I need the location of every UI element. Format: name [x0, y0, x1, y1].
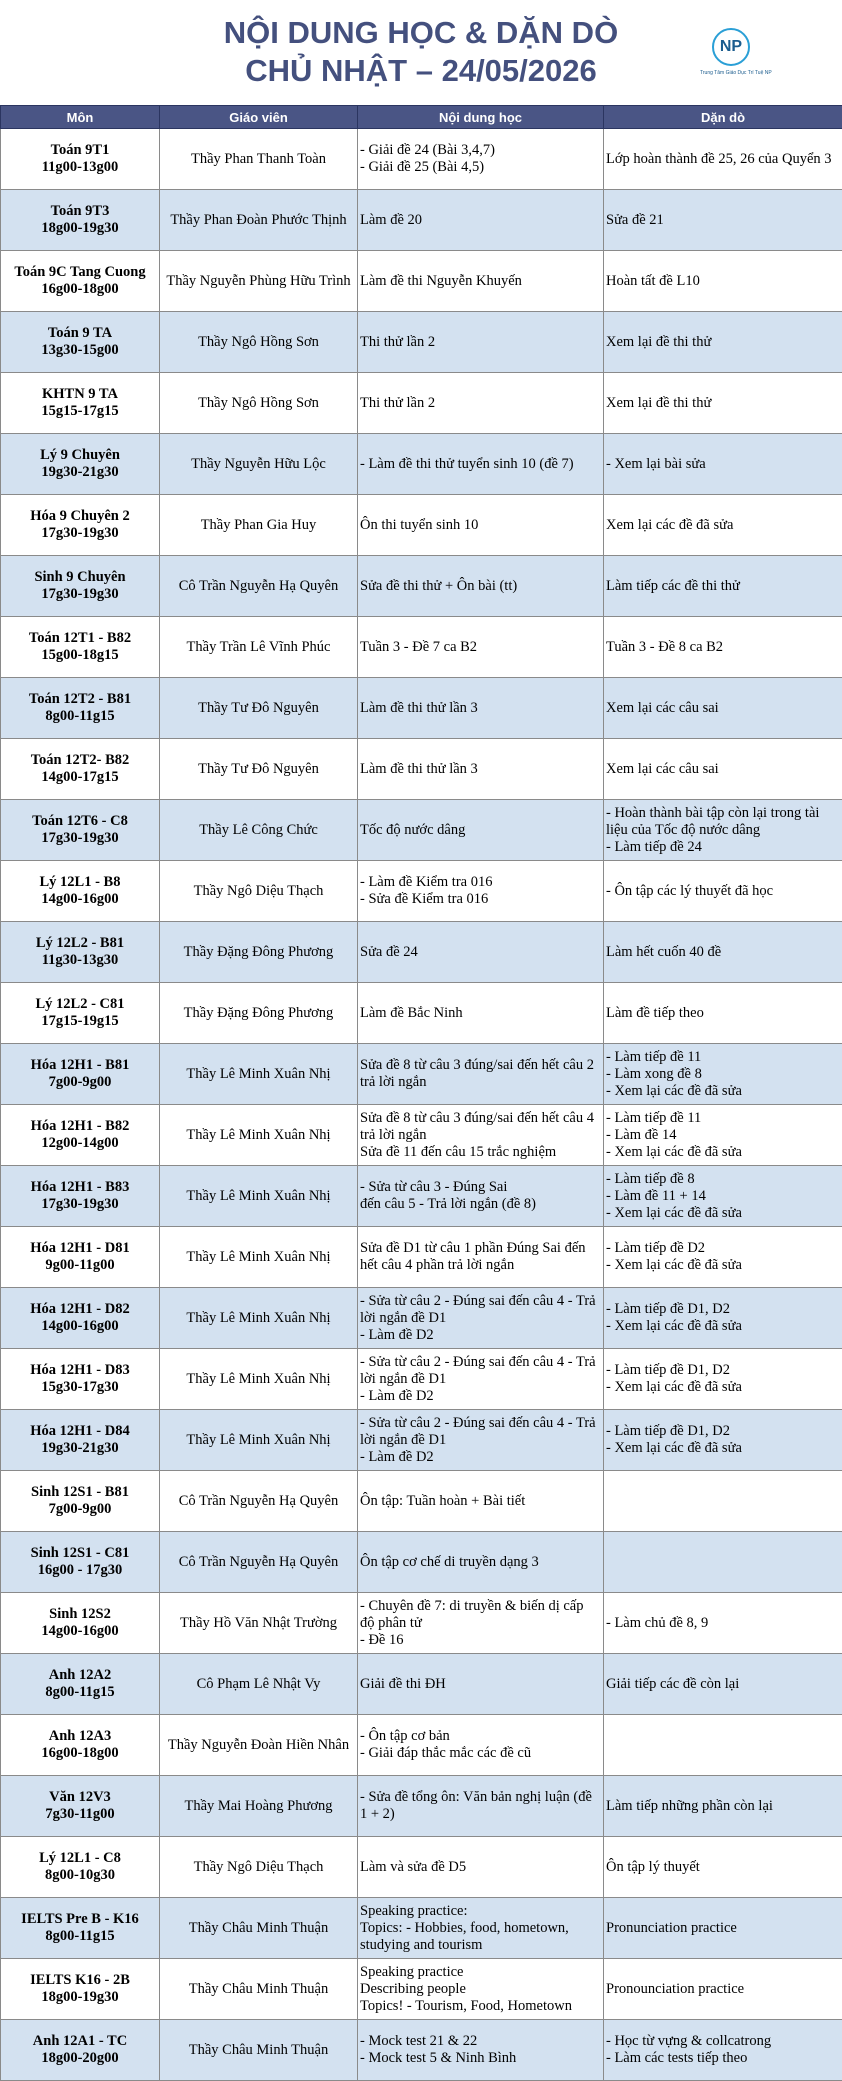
table-row — [1, 1166, 842, 1227]
cell-dan-do: Làm hết cuốn 40 đề — [604, 922, 842, 983]
table-row — [1, 251, 842, 312]
cell-noi-dung: Thi thử lần 2 — [358, 312, 604, 373]
table-row — [1, 556, 842, 617]
cell-dan-do: - Làm tiếp đề D1, D2 - Xem lại các đề đã sửa — [604, 1410, 842, 1471]
class-time: 17g30-19g30 — [2, 830, 158, 847]
class-name: Anh 12A1 - TC — [2, 2033, 158, 2050]
table-row — [1, 1349, 842, 1410]
table-row — [1, 983, 842, 1044]
cell-mon — [1, 1227, 160, 1288]
class-time: 17g30-19g30 — [2, 586, 158, 603]
cell-dan-do: Xem lại đề thi thử — [604, 312, 842, 373]
cell-giao-vien: Thầy Châu Minh Thuận — [160, 2020, 358, 2081]
class-time: 14g00-16g00 — [2, 891, 158, 908]
cell-giao-vien: Thầy Nguyễn Phùng Hữu Trình — [160, 251, 358, 312]
cell-dan-do: Xem lại các câu sai — [604, 739, 842, 800]
cell-giao-vien: Thầy Hồ Văn Nhật Trường — [160, 1593, 358, 1654]
cell-giao-vien: Thầy Phan Gia Huy — [160, 495, 358, 556]
class-name: Hóa 12H1 - D83 — [2, 1362, 158, 1379]
cell-dan-do: - Ôn tập các lý thuyết đã học — [604, 861, 842, 922]
cell-mon — [1, 373, 160, 434]
class-time: 14g00-17g15 — [2, 769, 158, 786]
table-row — [1, 495, 842, 556]
class-time: 7g00-9g00 — [2, 1501, 158, 1518]
cell-noi-dung: - Sửa từ câu 2 - Đúng sai đến câu 4 - Trả lời ngắn đề D1 - Làm đề D2 — [358, 1288, 604, 1349]
class-time: 9g00-11g00 — [2, 1257, 158, 1274]
cell-mon — [1, 800, 160, 861]
class-name: Toán 9T1 — [2, 142, 158, 159]
cell-noi-dung: Làm và sửa đề D5 — [358, 1837, 604, 1898]
cell-noi-dung: - Sửa từ câu 3 - Đúng Sai đến câu 5 - Trả lời ngắn (đề 8) — [358, 1166, 604, 1227]
cell-giao-vien: Thầy Đặng Đông Phương — [160, 983, 358, 1044]
table-row — [1, 312, 842, 373]
cell-dan-do: - Làm tiếp đề D1, D2 - Xem lại các đề đã sửa — [604, 1349, 842, 1410]
cell-mon — [1, 1471, 160, 1532]
class-name: Lý 12L2 - B81 — [2, 935, 158, 952]
cell-noi-dung: Sửa đề 24 — [358, 922, 604, 983]
cell-dan-do: Pronunciation practice — [604, 1898, 842, 1959]
cell-giao-vien: Cô Trần Nguyễn Hạ Quyên — [160, 1471, 358, 1532]
cell-giao-vien: Thầy Lê Minh Xuân Nhị — [160, 1227, 358, 1288]
class-time: 7g00-9g00 — [2, 1074, 158, 1091]
cell-mon — [1, 739, 160, 800]
cell-noi-dung: Tuần 3 - Đề 7 ca B2 — [358, 617, 604, 678]
class-time: 16g00-18g00 — [2, 1745, 158, 1762]
cell-noi-dung: - Sửa từ câu 2 - Đúng sai đến câu 4 - Trả lời ngắn đề D1 - Làm đề D2 — [358, 1349, 604, 1410]
class-time: 8g00-11g15 — [2, 1684, 158, 1701]
class-time: 16g00-18g00 — [2, 281, 158, 298]
cell-noi-dung: Làm đề thi Nguyễn Khuyến — [358, 251, 604, 312]
class-name: Sinh 12S1 - B81 — [2, 1484, 158, 1501]
cell-giao-vien: Thầy Lê Minh Xuân Nhị — [160, 1410, 358, 1471]
cell-mon — [1, 1044, 160, 1105]
class-time: 15g00-18g15 — [2, 647, 158, 664]
class-time: 18g00-19g30 — [2, 1989, 158, 2006]
cell-dan-do: Xem lại các đề đã sửa — [604, 495, 842, 556]
cell-mon — [1, 190, 160, 251]
table-row — [1, 1044, 842, 1105]
cell-dan-do: Ôn tập lý thuyết — [604, 1837, 842, 1898]
class-name: Lý 12L1 - B8 — [2, 874, 158, 891]
table-row — [1, 617, 842, 678]
class-name: Hóa 12H1 - B83 — [2, 1179, 158, 1196]
cell-noi-dung: - Sửa đề tổng ôn: Văn bản nghị luận (đề 1 + 2) — [358, 1776, 604, 1837]
class-name: Sinh 9 Chuyên — [2, 569, 158, 586]
class-name: Toán 12T2- B82 — [2, 752, 158, 769]
cell-dan-do: Làm tiếp những phần còn lại — [604, 1776, 842, 1837]
table-row — [1, 1654, 842, 1715]
cell-noi-dung: - Giải đề 24 (Bài 3,4,7) - Giải đề 25 (Bài 4,5) — [358, 129, 604, 190]
class-name: Toán 12T6 - C8 — [2, 813, 158, 830]
class-name: Lý 9 Chuyên — [2, 447, 158, 464]
class-name: Hóa 12H1 - D84 — [2, 1423, 158, 1440]
cell-dan-do: - Làm tiếp đề D2 - Xem lại các đề đã sửa — [604, 1227, 842, 1288]
table-row — [1, 861, 842, 922]
center-logo — [700, 28, 760, 86]
cell-noi-dung: Ôn thi tuyển sinh 10 — [358, 495, 604, 556]
class-time: 11g30-13g30 — [2, 952, 158, 969]
table-row — [1, 1837, 842, 1898]
class-name: Hóa 12H1 - D82 — [2, 1301, 158, 1318]
column-header-mon: Môn — [1, 106, 160, 129]
table-row — [1, 1227, 842, 1288]
cell-noi-dung: Làm đề thi thử lần 3 — [358, 678, 604, 739]
cell-dan-do: Sửa đề 21 — [604, 190, 842, 251]
cell-giao-vien: Thầy Phan Đoàn Phước Thịnh — [160, 190, 358, 251]
cell-giao-vien: Cô Phạm Lê Nhật Vy — [160, 1654, 358, 1715]
cell-mon — [1, 1837, 160, 1898]
class-name: Hóa 9 Chuyên 2 — [2, 508, 158, 525]
class-name: Toán 9 TA — [2, 325, 158, 342]
cell-giao-vien: Thầy Đặng Đông Phương — [160, 922, 358, 983]
class-name: Hóa 12H1 - B82 — [2, 1118, 158, 1135]
cell-mon — [1, 1776, 160, 1837]
cell-giao-vien: Thầy Lê Minh Xuân Nhị — [160, 1349, 358, 1410]
cell-mon — [1, 983, 160, 1044]
class-name: Lý 12L2 - C81 — [2, 996, 158, 1013]
class-time: 18g00-20g00 — [2, 2050, 158, 2067]
cell-mon — [1, 1959, 160, 2020]
cell-giao-vien: Thầy Mai Hoàng Phương — [160, 1776, 358, 1837]
column-header-giao-vien: Giáo viên — [160, 106, 358, 129]
cell-mon — [1, 434, 160, 495]
cell-dan-do: Giải tiếp các đề còn lại — [604, 1654, 842, 1715]
cell-mon — [1, 2020, 160, 2081]
class-time: 7g30-11g00 — [2, 1806, 158, 1823]
cell-dan-do: Làm tiếp các đề thi thử — [604, 556, 842, 617]
cell-giao-vien: Thầy Trần Lê Vĩnh Phúc — [160, 617, 358, 678]
cell-giao-vien: Thầy Lê Minh Xuân Nhị — [160, 1105, 358, 1166]
cell-noi-dung: Ôn tập: Tuần hoàn + Bài tiết — [358, 1471, 604, 1532]
cell-noi-dung: Sửa đề D1 từ câu 1 phần Đúng Sai đến hết câu 4 phần trả lời ngắn — [358, 1227, 604, 1288]
cell-dan-do — [604, 1715, 842, 1776]
class-name: Toán 12T2 - B81 — [2, 691, 158, 708]
class-time: 16g00 - 17g30 — [2, 1562, 158, 1579]
cell-mon — [1, 129, 160, 190]
cell-noi-dung: Sửa đề thi thử + Ôn bài (tt) — [358, 556, 604, 617]
cell-mon — [1, 1288, 160, 1349]
table-row — [1, 434, 842, 495]
table-row — [1, 190, 842, 251]
table-row — [1, 2020, 842, 2081]
class-time: 18g00-19g30 — [2, 220, 158, 237]
cell-dan-do: - Xem lại bài sửa — [604, 434, 842, 495]
class-name: KHTN 9 TA — [2, 386, 158, 403]
cell-noi-dung: Làm đề 20 — [358, 190, 604, 251]
table-row — [1, 1715, 842, 1776]
table-row — [1, 1593, 842, 1654]
class-time: 19g30-21g30 — [2, 464, 158, 481]
cell-dan-do: - Hoàn thành bài tập còn lại trong tài liệu của Tốc độ nước dâng - Làm tiếp đề 24 — [604, 800, 842, 861]
table-row — [1, 373, 842, 434]
cell-giao-vien: Thầy Ngô Hồng Sơn — [160, 312, 358, 373]
table-row — [1, 678, 842, 739]
class-time: 11g00-13g00 — [2, 159, 158, 176]
cell-giao-vien: Thầy Lê Minh Xuân Nhị — [160, 1166, 358, 1227]
cell-mon — [1, 1105, 160, 1166]
cell-mon — [1, 312, 160, 373]
class-name: Hóa 12H1 - B81 — [2, 1057, 158, 1074]
table-row — [1, 1410, 842, 1471]
cell-noi-dung: - Làm đề thi thử tuyển sinh 10 (đề 7) — [358, 434, 604, 495]
cell-dan-do: Lớp hoàn thành đề 25, 26 của Quyển 3 — [604, 129, 842, 190]
table-row — [1, 1776, 842, 1837]
cell-noi-dung: Speaking practice Describing people Topics! - Tourism, Food, Hometown — [358, 1959, 604, 2020]
cell-giao-vien: Thầy Phan Thanh Toàn — [160, 129, 358, 190]
class-name: Toán 9T3 — [2, 203, 158, 220]
table-row — [1, 1532, 842, 1593]
cell-dan-do: Hoàn tất đề L10 — [604, 251, 842, 312]
cell-noi-dung: Ôn tập cơ chế di truyền dạng 3 — [358, 1532, 604, 1593]
table-header-row — [1, 106, 842, 129]
cell-giao-vien: Thầy Châu Minh Thuận — [160, 1959, 358, 2020]
class-time: 17g30-19g30 — [2, 1196, 158, 1213]
logo-mark: NP — [712, 28, 750, 66]
cell-dan-do: - Làm chủ đề 8, 9 — [604, 1593, 842, 1654]
class-name: Văn 12V3 — [2, 1789, 158, 1806]
class-name: IELTS Pre B - K16 — [2, 1911, 158, 1928]
class-time: 17g30-19g30 — [2, 525, 158, 542]
cell-noi-dung: Giải đề thi ĐH — [358, 1654, 604, 1715]
cell-noi-dung: Tốc độ nước dâng — [358, 800, 604, 861]
cell-noi-dung: - Ôn tập cơ bản - Giải đáp thắc mắc các đề cũ — [358, 1715, 604, 1776]
cell-noi-dung: - Mock test 21 & 22 - Mock test 5 & Ninh Bình — [358, 2020, 604, 2081]
logo-caption: Trung Tâm Giáo Dục Trí Tuệ NP — [700, 70, 760, 76]
cell-noi-dung: Làm đề Bắc Ninh — [358, 983, 604, 1044]
table-row — [1, 800, 842, 861]
cell-dan-do — [604, 1532, 842, 1593]
cell-mon — [1, 861, 160, 922]
cell-mon — [1, 495, 160, 556]
table-row — [1, 922, 842, 983]
cell-mon — [1, 1349, 160, 1410]
cell-mon — [1, 556, 160, 617]
cell-mon — [1, 1654, 160, 1715]
cell-dan-do: Xem lại các câu sai — [604, 678, 842, 739]
table-row — [1, 1959, 842, 2020]
cell-giao-vien: Thầy Ngô Diệu Thạch — [160, 861, 358, 922]
cell-noi-dung: Sửa đề 8 từ câu 3 đúng/sai đến hết câu 4 trả lời ngắn Sửa đề 11 đến câu 15 trắc nghiệm — [358, 1105, 604, 1166]
class-time: 8g00-11g15 — [2, 1928, 158, 1945]
cell-mon — [1, 251, 160, 312]
cell-noi-dung: Sửa đề 8 từ câu 3 đúng/sai đến hết câu 2 trả lời ngắn — [358, 1044, 604, 1105]
table-row — [1, 739, 842, 800]
cell-mon — [1, 1715, 160, 1776]
cell-noi-dung: - Làm đề Kiểm tra 016 - Sửa đề Kiểm tra 016 — [358, 861, 604, 922]
cell-dan-do: - Làm tiếp đề 11 - Làm đề 14 - Xem lại các đề đã sửa — [604, 1105, 842, 1166]
class-time: 13g30-15g00 — [2, 342, 158, 359]
class-name: Anh 12A3 — [2, 1728, 158, 1745]
class-name: Anh 12A2 — [2, 1667, 158, 1684]
cell-dan-do: Tuần 3 - Đề 8 ca B2 — [604, 617, 842, 678]
cell-noi-dung: Thi thử lần 2 — [358, 373, 604, 434]
column-header-noi-dung: Nội dung học — [358, 106, 604, 129]
page-title: NỘI DUNG HỌC & DẶN DÒ — [0, 14, 842, 52]
table-row — [1, 1898, 842, 1959]
cell-dan-do: - Làm tiếp đề 8 - Làm đề 11 + 14 - Xem lại các đề đã sửa — [604, 1166, 842, 1227]
cell-giao-vien: Thầy Tư Đô Nguyên — [160, 678, 358, 739]
table-row — [1, 129, 842, 190]
cell-noi-dung: - Sửa từ câu 2 - Đúng sai đến câu 4 - Trả lời ngắn đề D1 - Làm đề D2 — [358, 1410, 604, 1471]
column-header-dan-do: Dặn dò — [604, 106, 842, 129]
cell-dan-do: - Làm tiếp đề D1, D2 - Xem lại các đề đã sửa — [604, 1288, 842, 1349]
cell-giao-vien: Thầy Nguyễn Hữu Lộc — [160, 434, 358, 495]
class-time: 14g00-16g00 — [2, 1623, 158, 1640]
cell-dan-do: Làm đề tiếp theo — [604, 983, 842, 1044]
schedule-table — [0, 105, 842, 2081]
cell-mon — [1, 1898, 160, 1959]
page-header — [0, 0, 842, 105]
class-time: 8g00-11g15 — [2, 708, 158, 725]
cell-giao-vien: Cô Trần Nguyễn Hạ Quyên — [160, 556, 358, 617]
class-time: 8g00-10g30 — [2, 1867, 158, 1884]
cell-noi-dung: - Chuyên đề 7: di truyền & biến dị cấp độ phân tử - Đề 16 — [358, 1593, 604, 1654]
cell-giao-vien: Thầy Lê Công Chức — [160, 800, 358, 861]
class-name: Toán 12T1 - B82 — [2, 630, 158, 647]
class-name: Sinh 12S2 — [2, 1606, 158, 1623]
cell-noi-dung: Speaking practice: Topics: - Hobbies, food, hometown, studying and tourism — [358, 1898, 604, 1959]
class-time: 15g30-17g30 — [2, 1379, 158, 1396]
table-row — [1, 1471, 842, 1532]
cell-dan-do: - Học từ vựng & collcatrong - Làm các tests tiếp theo — [604, 2020, 842, 2081]
cell-giao-vien: Thầy Lê Minh Xuân Nhị — [160, 1044, 358, 1105]
cell-dan-do — [604, 1471, 842, 1532]
cell-mon — [1, 1593, 160, 1654]
cell-mon — [1, 678, 160, 739]
table-row — [1, 1288, 842, 1349]
cell-giao-vien: Thầy Châu Minh Thuận — [160, 1898, 358, 1959]
cell-noi-dung: Làm đề thi thử lần 3 — [358, 739, 604, 800]
cell-dan-do: Pronounciation practice — [604, 1959, 842, 2020]
class-name: Lý 12L1 - C8 — [2, 1850, 158, 1867]
cell-giao-vien: Cô Trần Nguyễn Hạ Quyên — [160, 1532, 358, 1593]
class-name: IELTS K16 - 2B — [2, 1972, 158, 1989]
cell-giao-vien: Thầy Ngô Hồng Sơn — [160, 373, 358, 434]
class-name: Toán 9C Tang Cuong — [2, 264, 158, 281]
table-row — [1, 1105, 842, 1166]
class-time: 12g00-14g00 — [2, 1135, 158, 1152]
class-time: 17g15-19g15 — [2, 1013, 158, 1030]
cell-giao-vien: Thầy Lê Minh Xuân Nhị — [160, 1288, 358, 1349]
cell-giao-vien: Thầy Nguyễn Đoàn Hiền Nhân — [160, 1715, 358, 1776]
cell-dan-do: - Làm tiếp đề 11 - Làm xong đề 8 - Xem lại các đề đã sửa — [604, 1044, 842, 1105]
class-time: 14g00-16g00 — [2, 1318, 158, 1335]
cell-mon — [1, 1166, 160, 1227]
class-name: Sinh 12S1 - C81 — [2, 1545, 158, 1562]
cell-mon — [1, 1410, 160, 1471]
cell-giao-vien: Thầy Ngô Diệu Thạch — [160, 1837, 358, 1898]
cell-giao-vien: Thầy Tư Đô Nguyên — [160, 739, 358, 800]
cell-mon — [1, 1532, 160, 1593]
class-time: 19g30-21g30 — [2, 1440, 158, 1457]
page-subtitle-date: CHỦ NHẬT – 24/05/2026 — [0, 52, 842, 90]
cell-mon — [1, 922, 160, 983]
class-name: Hóa 12H1 - D81 — [2, 1240, 158, 1257]
cell-mon — [1, 617, 160, 678]
cell-dan-do: Xem lại đề thi thử — [604, 373, 842, 434]
class-time: 15g15-17g15 — [2, 403, 158, 420]
